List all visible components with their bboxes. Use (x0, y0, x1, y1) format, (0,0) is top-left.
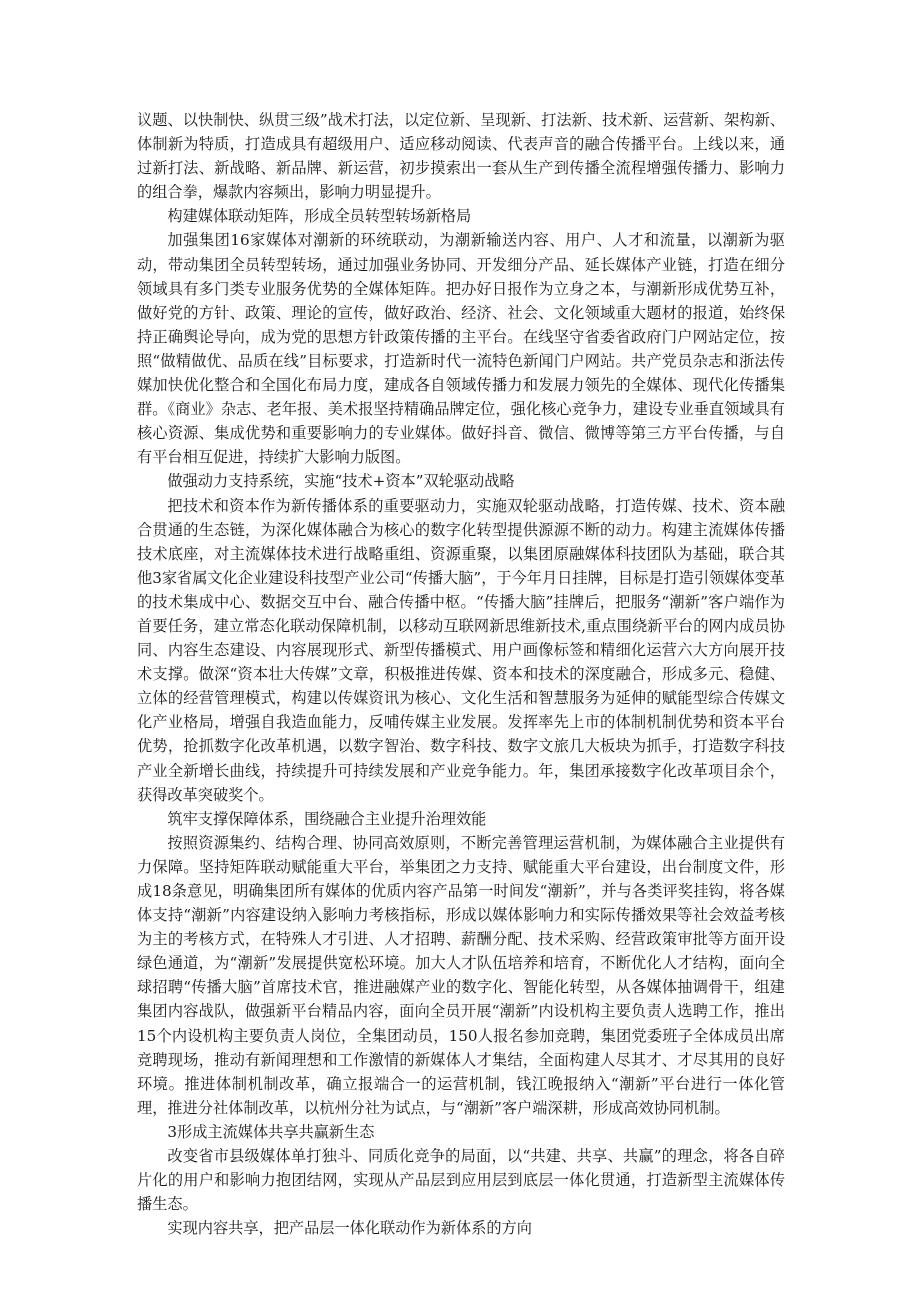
section-heading-ecosystem: 3形成主流媒体共享共赢新生态 (167, 1122, 375, 1141)
section-heading-dynamics: 做强动力支持系统，实施“技术+资本”双轮驱动战略 (167, 472, 515, 491)
document-body (137, 108, 785, 1240)
paragraph-5: 改变省市县级媒体单打独斗、同质化竞争的局面，以“共建、共享、共赢”的理念，将各自碎片化的用户和影响力抱团结网，实现从产品层到应用层到底层一体化贯通，打造新型主流媒体传播生态。 (137, 1147, 785, 1214)
paragraph-6: 实现内容共享，把产品层一体化联动作为新体系的方向 (167, 1219, 532, 1238)
paragraph-4: 按照资源集约、结构合理、协同高效原则，不断完善管理运营机制，为媒体融合主业提供有力保障。坚持矩阵联动赋能重大平台，举集团之力支持、赋能重大平台建设，出台制度文件，形成18条意见，明确集团所有媒体的优质内容产品第一时间发“潮新”，并与各类评奖挂钩，将各媒体支持“潮新”内容建设纳入影响力考核指标，形成以媒体影响力和实际传播效果等社会效益考核为主的考核方式，在特殊人才引进、人才招聘、薪酬分配、技术采购、经营政策审批等方面开设绿色通道，为“潮新”发展提供宽松环境。加大人才队伍培养和培育，不断优化人才结构，面向全球招聘“传播大脑”首席技术官，推进融媒产业的数字化、智能化转型，从各媒体抽调骨干，组建集团内容战队，做强新平台精品内容，面向全员开展“潮新”内设机构主要负责人选聘工作，推出15个内设机构主要负责人岗位，全集团动员，150人报名参加竞聘，集团党委班子全体成员出席竞聘现场，推动有新闻理想和工作激情的新媒体人才集结，全面构建人尽其才、才尽其用的良好环境。推进体制机制改革，确立报端合一的运营机制，钱江晚报纳入“潮新”平台进行一体化管理，推进分社体制改革，以杭州分社为试点，与“潮新”客户端深耕，形成高效协同机制。 (137, 833, 785, 1117)
section-heading-support: 筑牢支撑保障体系，围绕融合主业提升治理效能 (167, 809, 487, 828)
paragraph-1: 议题、以快制快、纵贯三级”战术打法，以定位新、呈现新、打法新、技术新、运营新、架构新、体制新为特质，打造成具有超级用户、适应移动阅读、代表声音的融合传播平台。上线以来，通过新打法、新战略、新品牌、新运营，初步摸索出一套从生产到传播全流程增强传播力、影响力的组合拳，爆款内容频出，影响力明显提升。 (137, 111, 785, 202)
paragraph-2: 加强集团16家媒体对潮新的环统联动，为潮新输送内容、用户、人才和流量，以潮新为驱动，带动集团全员转型转场，通过加强业务协同、开发细分产品、延长媒体产业链，打造在细分领域具有多门类专业服务优势的全媒体矩阵。把办好日报作为立身之本，与潮新形成优势互补，做好党的方针、政策、理论的宣传，做好政治、经济、社会、文化领域重大题材的报道，始终保持正确舆论导向，成为党的思想方针政策传播的主平台。在线坚守省委省政府门户网站定位，按照“做精做优、品质在线”目标要求，打造新时代一流特色新闻门户网站。共产党员杂志和浙法传媒加快优化整合和全国化布局力度，建成各自领域传播力和发展力领先的全媒体、现代化传播集群。《商业》杂志、老年报、美术报坚持精确品牌定位，强化核心竞争力，建设专业垂直领域具有核心资源、集成优势和重要影响力的专业媒体。做好抖音、微信、微博等第三方平台传播，与自有平台相互促进，持续扩大影响力版图。 (137, 231, 785, 467)
paragraph-3: 把技术和资本作为新传播体系的重要驱动力，实施双轮驱动战略，打造传媒、技术、资本融合贯通的生态链，为深化媒体融合为核心的数字化转型提供源源不断的动力。构建主流媒体传播技术底座，对主流媒体技术进行战略重组、资源重聚，以集团原融媒体科技团队为基础，联合其他3家省属文化企业建设科技型产业公司“传播大脑”，于今年月日挂牌，目标是打造引领媒体变革的技术集成中心、数据交互中台、融合传播中枢。“传播大脑”挂牌后，把服务“潮新”客户端作为首要任务，建立常态化联动保障机制，以移动互联网新思维新技术,重点围绕新平台的网内成员协同、内容生态建设、内容展现形式、新型传播模式、用户画像标签和精细化运营六大方向展开技术支撑。做深“资本壮大传媒”文章，积极推进传媒、资本和技术的深度融合，形成多元、稳健、立体的经营管理模式，构建以传媒资讯为核心、文化生活和智慧服务为延伸的赋能型综合传媒文化产业格局，增强自我造血能力，反哺传媒主业发展。发挥率先上市的体制机制优势和资本平台优势，抢抓数字化改革机遇，以数字智治、数字科技、数字文旅几大板块为抓手，打造数字科技产业全新增长曲线，持续提升可持续发展和产业竞争能力。年，集团承接数字化改革项目余个，获得改革突破奖个。 (137, 496, 785, 804)
section-heading-matrix: 构建媒体联动矩阵，形成全员转型转场新格局 (167, 207, 472, 226)
